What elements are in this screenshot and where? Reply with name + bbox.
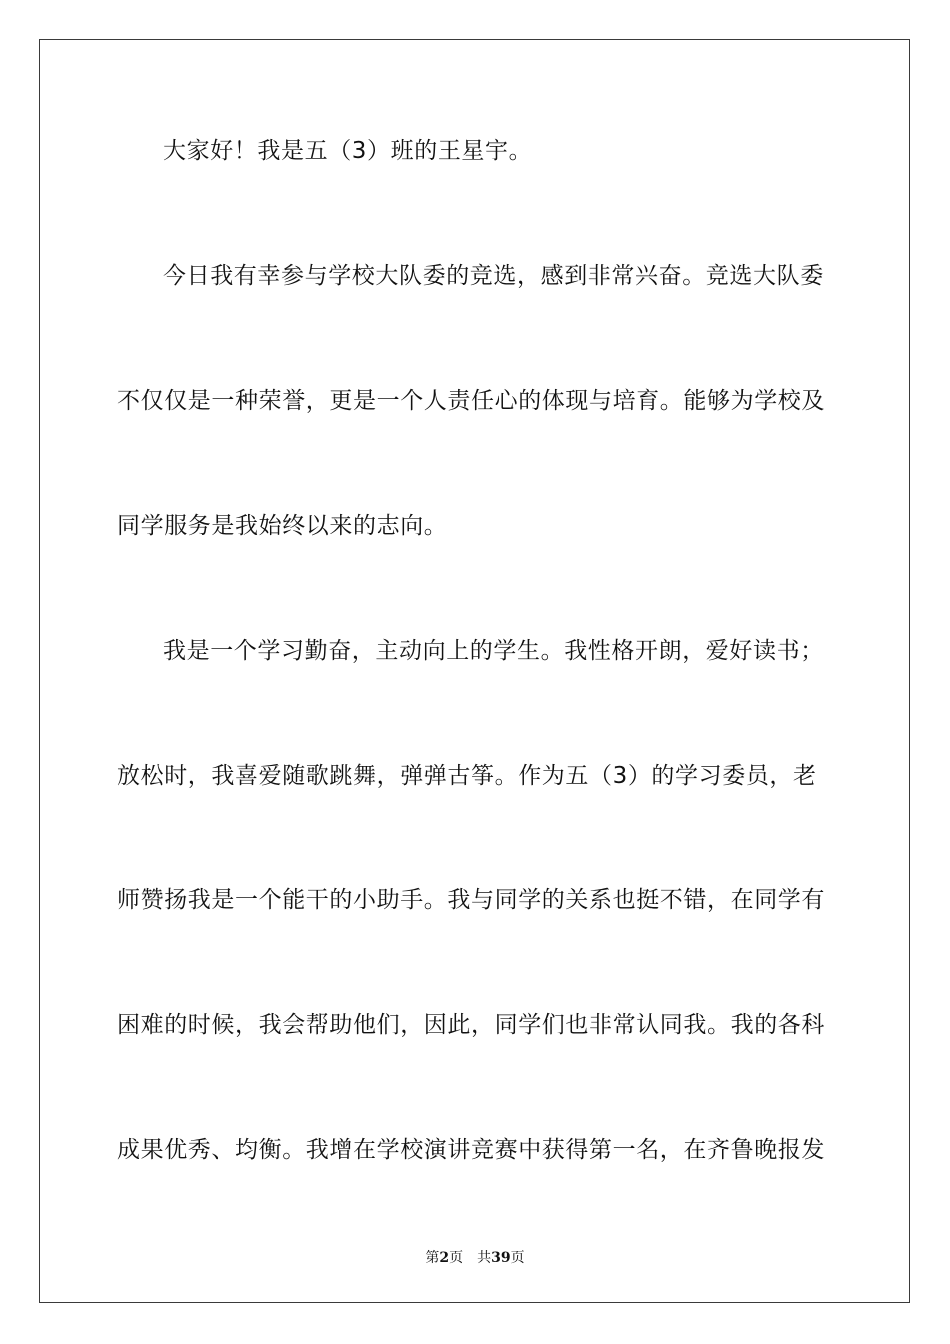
- footer-page-number: 2: [439, 1250, 450, 1266]
- paragraph-line: 我是一个学习勤奋，主动向上的学生。我性格开朗，爱好读书；: [163, 638, 824, 664]
- footer-total-pages: 39: [491, 1250, 511, 1266]
- paragraph-line: 不仅仅是一种荣誉，更是一个人责任心的体现与培育。能够为学校及: [117, 388, 825, 414]
- page-frame: [39, 39, 910, 1303]
- paragraph-line: 大家好！我是五（3）班的王星宇。: [163, 138, 533, 164]
- paragraph-line: 师赞扬我是一个能干的小助手。我与同学的关系也挺不错，在同学有: [117, 887, 825, 913]
- footer-page-suffix: 页: [449, 1250, 464, 1266]
- page-footer: [0, 1247, 950, 1267]
- footer-total-suffix: 页: [510, 1250, 525, 1266]
- paragraph-line: 困难的时候，我会帮助他们，因此，同学们也非常认同我。我的各科: [117, 1012, 825, 1038]
- footer-total-prefix: 共: [477, 1250, 492, 1266]
- paragraph-line: 放松时，我喜爱随歌跳舞，弹弹古筝。作为五（3）的学习委员，老: [117, 763, 817, 789]
- paragraph-line: 同学服务是我始终以来的志向。: [117, 513, 448, 539]
- footer-page-prefix: 第: [425, 1250, 440, 1266]
- paragraph-line: 今日我有幸参与学校大队委的竞选，感到非常兴奋。竞选大队委: [163, 263, 824, 289]
- paragraph-line: 成果优秀、均衡。我增在学校演讲竞赛中获得第一名，在齐鲁晚报发: [117, 1137, 825, 1163]
